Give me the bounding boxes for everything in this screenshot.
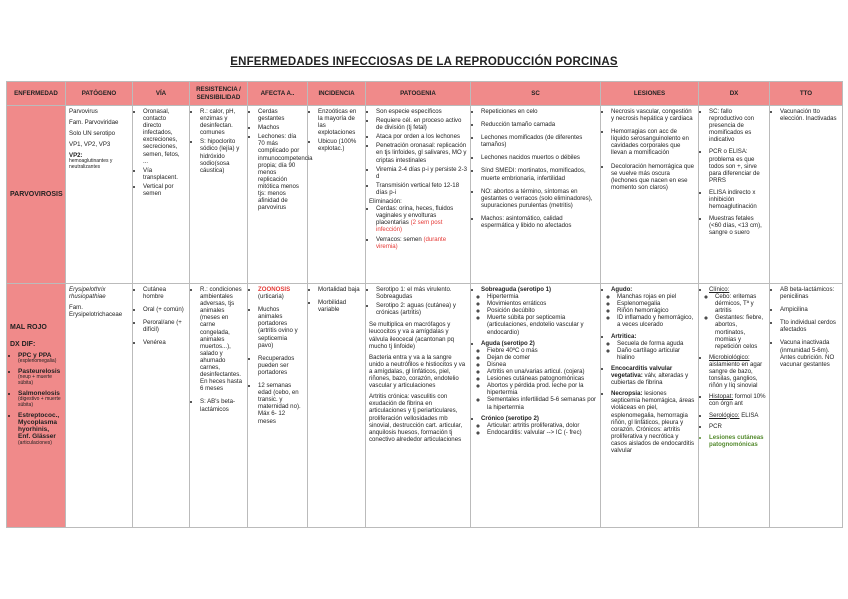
list-item: ◦ Lesiones cutáneas patognomónicas [487, 375, 597, 382]
list-item: • Cerdas gestantes [258, 108, 304, 122]
header-sc: SC [471, 82, 601, 106]
zoonosis-label: ZOONOSIS [258, 286, 291, 293]
table-header-row [7, 82, 843, 106]
table-row-parvovirosis [7, 106, 843, 284]
dxdif-note: (esplenomegalia) [18, 358, 57, 365]
list-item: • Hemorragias con acc de líquido serosanguinolento en cavidades corporales que llevan a momificación [611, 128, 695, 156]
list-item: • Enzoóticas en la mayoría de las explotaciones [318, 108, 362, 136]
list-item: • Vacunación tto elección. Inactivadas [780, 108, 839, 122]
cell-patogeno [66, 106, 133, 284]
eliminacion-label: Eliminación: [369, 198, 402, 206]
header-resistencia: RESISTENCIA / SENSIBILIDAD [190, 82, 248, 106]
list-item: • Serotipo 2: aguas (cutánea) y crónicas (artritis) [376, 302, 467, 316]
list-item: • AB beta-lactámicos: penicilinas [780, 286, 839, 300]
list-item: • Oral (+ común) [143, 306, 186, 313]
list-item: • Lechones momificados (de diferentes tamaños) [481, 134, 597, 148]
text-line: VP1, VP2, VP3 [69, 141, 111, 149]
dxdif-name: Pasteurelosis [18, 368, 61, 376]
list-item: • PCR o ELISA: problema es que todos son +, sirve para diferenciar de PRRS [709, 148, 766, 183]
list-item: • Penetración oronasal: replicación en tjs linfoides, gl salivares, MO y criptas intestinales [376, 142, 467, 163]
list-item: • Ampicilina [780, 306, 839, 313]
list-item: • Tto individual cerdos afectados [780, 319, 839, 333]
cell-patogenia [366, 284, 471, 528]
list-item: • Ubicuo (100% explotac.) [318, 138, 362, 152]
dxdif-note: (articulaciones) [18, 439, 52, 446]
list-item: • Requiere cél. en proceso activo de división (tj fetal) [376, 117, 467, 131]
dxdif-name: Estreptococ., Mycoplasma hyorhinis, Enf. Glässer [18, 411, 60, 441]
dxdif-label: DX DIF: [10, 341, 36, 349]
list-item: • SC: fallo reproductivo con presencia de momificados es indicativo [709, 108, 766, 143]
dxdif-item [18, 352, 62, 365]
header-via: VÍA [133, 82, 190, 106]
lesion-text: válv, alteradas y cubiertas de fibrina [611, 372, 689, 387]
list-item: ◦ Dejan de comer [487, 354, 597, 361]
cell-tto [770, 284, 843, 528]
cell-afecta [248, 106, 313, 284]
pathogen-name: Erysipelothrix rhusiopathiae [69, 286, 106, 301]
list-item: • Venérea [143, 339, 186, 346]
disease-name-parvovirosis: PARVOVIROSIS [7, 106, 66, 284]
red-note: (durante viremia) [376, 235, 447, 250]
dx-group [709, 393, 766, 407]
dx-lesiones-cutaneas: • Lesiones cutáneas patognomónicas [709, 434, 766, 448]
text-paragraph: Bacteria entra y va a la sangre unido a neutrófilos e histiocitos y va a amígdalas, gl linfáticos, piel, riñones, bazo, corazón, endotelio vascular y articulaciones [369, 353, 466, 390]
list-item: • ELISA indirecto x inhibición hemoaglutinación [709, 189, 766, 210]
list-item: ◦ Sementales infertilidad 5-6 semanas por la hipertermia [487, 396, 597, 410]
text-paragraph: Se multiplica en macrófagos y leucocitos y va a amígdalas y válvula ileocecal (acantonan pq mucho tj linfoide) [369, 321, 455, 350]
list-item: ◦ Muerte súbita por septicemia (articulaciones, endotelio vascular y endocardio) [487, 314, 597, 335]
cell-via [133, 284, 190, 528]
sc-group-title: Aguda (serotipo 2) [481, 339, 535, 347]
list-item: • Decoloración hemorrágica que se vuelve más oscura (lechones que nacen en ese momento son claros) [611, 163, 695, 191]
list-item: • NO: abortos a término, síntomas en gestantes o verracos (solo eliminadores), supuraciones purulentas (metritis) [481, 188, 597, 209]
list-item: • S: AB's beta-lactámicos [200, 398, 244, 412]
list-item: • Morbilidad variable [318, 299, 362, 313]
list-item: • Peroral/ane (+ difícil) [143, 319, 186, 333]
lesion-group [611, 286, 695, 329]
page-title: ENFERMEDADES INFECCIOSAS DE LA REPRODUCCIÓN PORCINAS [230, 56, 618, 68]
text-line: Parvovirus [69, 108, 98, 115]
cell-via [133, 106, 190, 284]
list-item: • Machos [258, 124, 304, 131]
list-item: • Cutánea hombre [143, 286, 186, 300]
list-item: ◦ ID inflamado y hemorrágico, a veces ulcerado [617, 314, 695, 328]
header-patogeno: PATÓGENO [66, 82, 133, 106]
text-line: Fam. Parvoviridae [69, 119, 119, 127]
list-item: • Reducción tamaño camada [481, 121, 597, 128]
zoonosis-note: (urticaria) [258, 293, 284, 301]
list-item: • Vacuna inactivada (inmunidad 5-6m). Antes cubrición. NO vacunar gestantes [780, 339, 839, 367]
list-item: • Son especie específicos [376, 108, 467, 115]
list-item [258, 286, 304, 300]
dx-micro-text: aislamiento en agar sangre de bazo, tonsilas, ganglios, riñón y líq sinovial [709, 360, 763, 390]
list-item: • S: hipoclorito sódico (lejía) y hidróxido sodio(sosa cáustica) [200, 138, 244, 173]
header-tto: TTO [770, 82, 843, 106]
dx-clinico-label: Clínico: [709, 286, 730, 293]
cell-sc [471, 284, 601, 528]
dxdif-item [18, 412, 62, 447]
pathogen-family: Fam. Erysipelotrichaceae [69, 304, 123, 319]
cell-lesiones [601, 284, 699, 528]
cell-incidencia [308, 284, 366, 528]
cell-patogeno [66, 284, 133, 528]
cell-dx [699, 284, 770, 528]
list-item: • Muestras fetales (<60 días, <13 cm), sangre o suero [709, 215, 766, 236]
list-item: • Transmisión vertical feto 12-18 días p-i [376, 182, 467, 196]
list-item: • Ataca por orden a los lechones [376, 133, 467, 140]
sc-group-title: Crónico (serotipo 2) [481, 414, 539, 422]
dx-micro-label: Microbiológico: [709, 353, 750, 361]
vp2-text: hemoaglutinantes y neutralizantes [69, 158, 113, 171]
list-item: ◦ Secuela de forma aguda [617, 340, 695, 347]
cell-lesiones [601, 106, 699, 284]
vp2-block [69, 152, 129, 171]
dx-group [709, 286, 766, 350]
header-afecta: AFECTA A.. [248, 82, 308, 106]
list-item: • Serotipo 1: el más virulento. Sobreagudas [376, 286, 467, 300]
list-item: • Necrosis vascular, congestión y necrosis hepática y cardiaca [611, 108, 695, 122]
list-item: • Vertical por semen [143, 183, 186, 197]
list-item: ◦ Riñón hemorrágico [617, 307, 695, 314]
vp2-label: VP2: [69, 152, 83, 160]
lesion-group [611, 365, 695, 386]
header-dx: DX [699, 82, 770, 106]
dxdif-item [18, 368, 62, 387]
sc-group [481, 415, 597, 436]
disease-cell-mal-rojo [7, 284, 66, 528]
text: Cerdas: orina, heces, fluidos vaginales y envolturas placentarias [376, 205, 454, 227]
header-lesiones: LESIONES [601, 82, 699, 106]
list-item: • Machos: asintomático, calidad espermática y libido no afectados [481, 215, 597, 229]
list-item: • Mortalidad baja [318, 286, 362, 293]
dxdif-name: PPC y PPA [18, 352, 52, 360]
list-item: ◦ Hipertermia [487, 293, 597, 300]
lesion-group-title: Encocarditis valvular vegetativa: [611, 364, 673, 380]
list-item: ◦ Cebo: eritemas dérmicos, Tª y artritis [715, 293, 766, 314]
cell-tto [770, 106, 843, 284]
list-item: ◦ Articular: artritis proliferativa, dolor [487, 422, 597, 429]
list-item: • Recuperados pueden ser portadores [258, 355, 304, 376]
cell-sc [471, 106, 601, 284]
header-patogenia: PATOGENIA [366, 82, 471, 106]
sc-group-title: Sobreaguda (serotipo 1) [481, 286, 552, 293]
cell-resistencia [190, 106, 248, 284]
disease-name-mal-rojo: MAL ROJO [10, 324, 47, 331]
sc-group [481, 340, 597, 411]
cell-resistencia [190, 284, 248, 528]
list-item: ◦ Fiebre 40ºC o más [487, 347, 597, 354]
list-item: ◦ Manchas rojas en piel [617, 293, 695, 300]
dxdif-note: (neup + muerte súbita) [18, 374, 53, 387]
list-item: • 12 semanas edad (cebo, en transic. y maternidad no). Máx 6- 12 meses [258, 382, 304, 425]
list-item: • Sínd SMEDI: mortinatos, momificados, muerte embrionaria, infertilidad [481, 167, 597, 181]
text: Verracos: semen [376, 235, 422, 243]
list-item: ◦ Movimientos erráticos [487, 300, 597, 307]
dx-histo-label: Histopat: [709, 393, 734, 401]
disease-table [6, 81, 843, 528]
list-item: • Lechones: día 70 más complicado por inmunocompetencia propia; día 90 menos replicación mitótica menos tjs: menos afinidad de parvovirus [258, 133, 304, 211]
lesion-group [611, 390, 695, 454]
dx-sero-label: Serológico: [709, 411, 740, 419]
list-item: • Vía transplacent. [143, 167, 186, 181]
list-item: ◦ Endocarditis: valvular --> IC (- frec) [487, 429, 597, 436]
cell-dx [699, 106, 770, 284]
cell-patogenia [366, 106, 471, 284]
list-item: ◦ Daño cartílago articular hialino [617, 347, 695, 361]
red-note: (2 sem post infección) [376, 219, 443, 234]
list-item [376, 236, 467, 250]
list-item: • Lechones nacidos muertos o débiles [481, 154, 597, 161]
dx-group [709, 354, 766, 389]
text-line: Solo UN serotipo [69, 130, 116, 138]
list-item: ◦ Esplenomegalia [617, 300, 695, 307]
cell-incidencia [308, 106, 366, 284]
list-item: ◦ Posición decúbito [487, 307, 597, 314]
header-enfermedad: ENFERMEDAD [7, 82, 66, 106]
list-item: • Repeticiones en celo [481, 108, 597, 115]
dx-histo-text: formol 10% con órgn ant [709, 393, 766, 408]
list-item [376, 205, 467, 233]
dx-sero-text: ELISA [741, 411, 759, 419]
list-item: • R.: condiciones ambientales adversas, tjs animales (meses en carne congelada, animales muertos...), salado y ahumado carnes, desinfectantes. En heces hasta 6 meses [200, 286, 244, 392]
dx-pcr: • PCR [709, 423, 766, 430]
list-item: ◦ Disnea [487, 361, 597, 368]
lesion-group-title: Agudo: [611, 286, 633, 293]
list-item: ◦ Gestantes: fiebre, abortos, mortinatos, momias y repetición celos [715, 314, 766, 349]
lesion-group-title: Artritica: [611, 332, 637, 340]
list-item: • Viremia 2-4 días p-i y persiste 2-3 d [376, 166, 467, 180]
list-item: • Oronasal, contacto directo infectados, excreciones, secreciones, semen, fetos, ... [143, 108, 186, 165]
lesion-text: lesiones septicemia hemorrágica, áreas violáceas en piel, esplenomegalia, hemorragia riñón, gl linfáticos, pleura y corazón. Crónicos: artritis proliferativa y necrótica y casos aislados de endocarditis valvular [611, 390, 695, 454]
text-paragraph: Artritis crónica: vasculitis con exudación de fibrina en articulaciones y tj periarticulares, proliferación vellosidades mb sinovial, destrucción cart. articular, anquilosis huesos, formación tj conectivo alrededor articulaciones [369, 393, 463, 443]
list-item: • Muchos animales portadores (artritis ovino y septicemia pavo) [258, 306, 304, 349]
dxdif-name: Salmonelosis [18, 389, 60, 397]
table-row-mal-rojo [7, 284, 843, 528]
dx-group [709, 412, 766, 419]
list-item: • R.: calor, pH, enzimas y desinfectan. comunes [200, 108, 244, 136]
lesion-group-title: Necropsia: [611, 390, 643, 398]
dxdif-note: (digestivo + muerte súbita) [18, 396, 61, 408]
sc-group [481, 286, 597, 336]
list-item: ◦ Abortos y pérdida prod. leche por la hipertermia [487, 382, 597, 396]
dxdif-item [18, 390, 62, 409]
cell-afecta [248, 284, 308, 528]
header-incidencia: INCIDENCIA [308, 82, 366, 106]
lesion-group [611, 333, 695, 361]
list-item: ◦ Artritis en una/varias articul. (cojera) [487, 368, 597, 375]
